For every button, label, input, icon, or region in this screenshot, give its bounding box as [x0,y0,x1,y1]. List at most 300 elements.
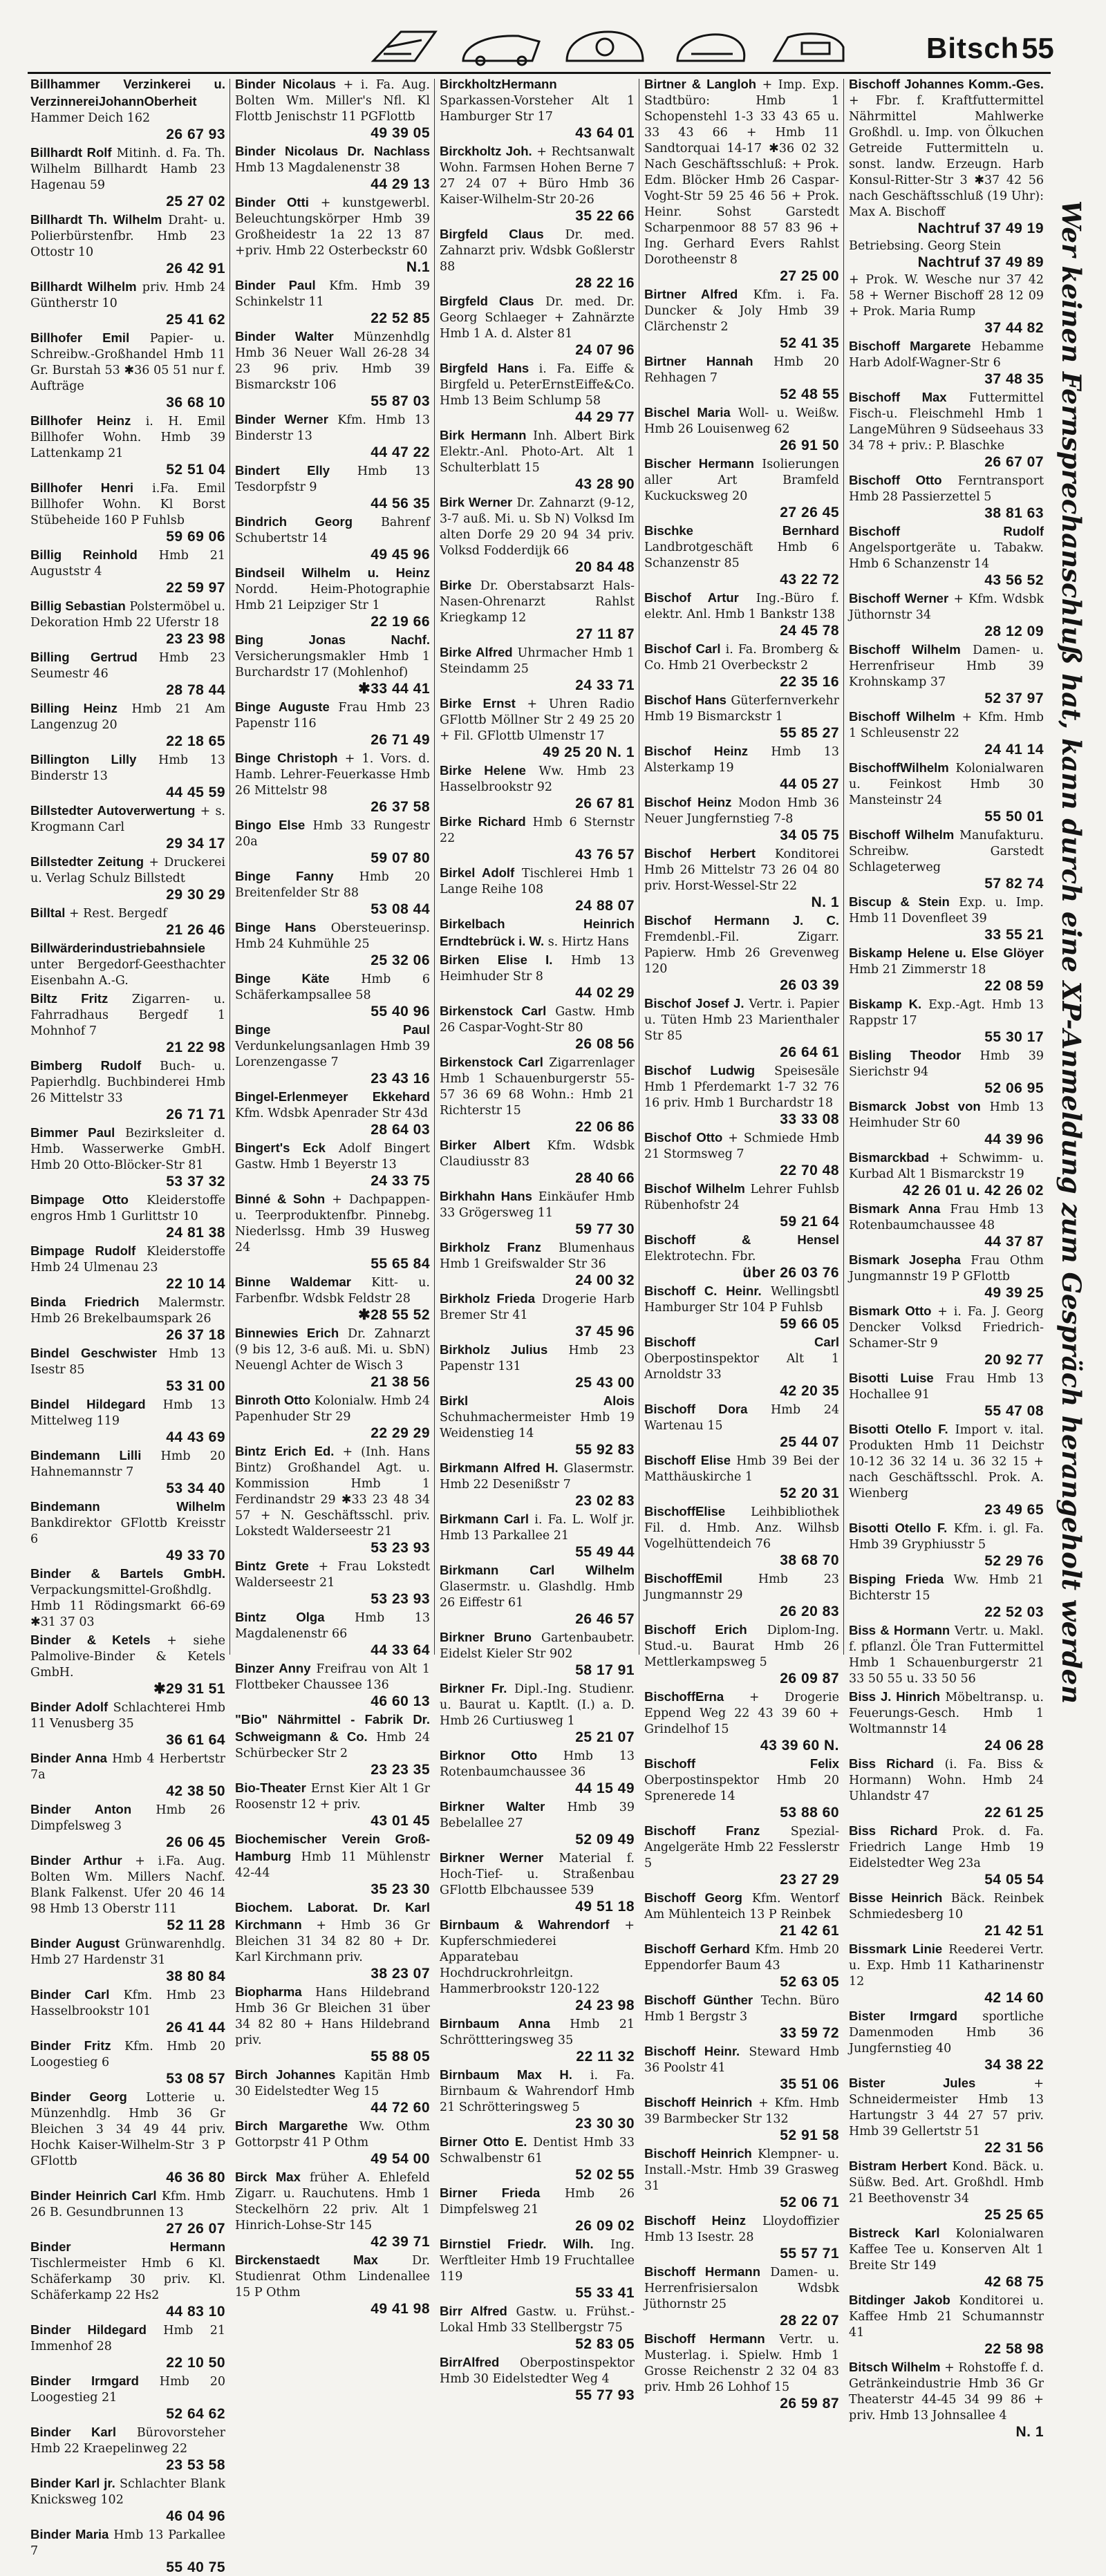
directory-entry [30,2188,225,2237]
entry-phone-number: 27 25 00 [780,268,839,284]
entry-phone-number: 52 83 05 [575,2336,635,2352]
entry-detail: Ing.-Büro f. elektr. Anl. Hmb 1 Bankstr 138 [644,592,839,621]
entry-detail: Uhrmacher Hmb 1 Steindamm 25 [440,646,635,676]
directory-entry [440,1393,635,1458]
entry-detail: Woll- u. Weißw. Hmb 26 Louisenweg 62 [644,406,839,436]
entry-detail: + 1. Vors. d. Hamb. Lehrer-Feuerkasse Hmb 26 Mittelstr 98 [235,752,430,798]
entry-detail: Ernst Kier Alt 1 Gr Roosenstr 12 + priv. [235,1782,430,1812]
entry-detail: Verdunkelungsanlagen Hmb 39 Lorenzengasse 7 [235,1040,430,1069]
directory-entry [30,330,225,411]
entry-phone-number: 22 11 32 [576,2049,635,2065]
entry-detail: Vertr. u. Musterlag. i. Spielw. Hmb 1 Grosse Reichenstr 2 32 04 83 priv. Hmb 26 Lohhof 15 [644,2333,839,2394]
entry-detail: Freifrau von Alt 1 Flottbeker Chaussee 136 [235,1662,430,1692]
entry-phone-number: 25 21 07 [575,1729,635,1745]
entry-detail: Lotterie u. Münzenhdlg. Hmb 36 Gr Bleichen 3 34 49 44 priv. Hochk Kaiser-Wilhelm-Str 3 P GFlottb [30,2091,225,2168]
entry-name: Binder Werner [235,412,328,426]
directory-entry [644,1401,839,1451]
directory-entry [30,1852,225,1934]
directory-entry [644,2331,839,2412]
entry-name: Bischoff Heinrich [644,2095,753,2109]
directory-entry [644,76,839,285]
entry-detail: Exp.-Agt. Hmb 13 Rappstr 17 [849,998,1044,1028]
directory-entry [235,1022,430,1087]
directory-entry [644,353,839,403]
entry-detail: (i. Fa. Biss & Hormann) Wohn. Hmb 24 Uhlandstr 47 [849,1758,1044,1803]
entry-phone-number: 21 38 56 [371,1374,430,1390]
entry-name: Binder Carl [30,1987,110,2002]
column-divider [843,79,844,1655]
entry-name: Birkner Bruno [440,1630,532,1644]
entry-detail: Kfm. Wentorf Am Mühlenteich 13 P Reinbek [644,1892,839,1921]
entry-phone-number: 23 49 65 [984,1502,1044,1518]
entry-phone-number: 22 35 16 [780,674,839,690]
directory-entry [235,817,430,867]
entry-phone-number: 35 22 66 [575,208,635,224]
entry-phone-number: 22 70 48 [780,1163,839,1178]
entry-detail: Dr. med. Zahnarzt priv. Wdsbk Goßlerstr 88 [440,228,635,274]
entry-phone-number: 52 06 95 [984,1080,1044,1096]
directory-entry [644,1756,839,1821]
entry-detail: Oberpostinspektor Hmb 20 Sprenerede 14 [644,1774,839,1803]
entry-name: Bischoff Felix [644,1756,839,1771]
entry-name: Binder & Bartels GmbH. [30,1566,225,1581]
entry-name: Bischoff Margarete [849,339,971,353]
entry-name: Binder Anna [30,1751,107,1765]
directory-entry [644,286,839,352]
entry-phone-number: 21 22 98 [166,1040,225,1055]
entry-detail: s. Hirtz Hans [547,935,629,949]
entry-detail: i. H. Emil Billhofer Wohn. Hmb 39 Lattenkamp 21 [30,415,225,460]
directory-entry [440,1562,635,1628]
entry-detail: Hmb 39 Bei der Matthäuskirche 1 [644,1454,839,1484]
directory-entry [644,455,839,521]
entry-phone-number: 53 08 57 [166,2071,225,2087]
directory-entry [30,211,225,277]
directory-entry [849,76,1044,237]
directory-entry [644,1689,839,1754]
directory-entry [30,1750,225,1800]
entry-phone-number: 24 00 32 [575,1272,635,1288]
entry-phone-number: 22 29 29 [371,1425,430,1441]
entry-detail: Hmb 6 Schäferkampsallee 58 [235,972,430,1002]
entry-phone-number: 28 22 16 [575,275,635,291]
entry-name: Bistreck Karl [849,2226,940,2240]
entry-phone-number: 25 41 62 [166,312,225,328]
entry-detail: Kfm. i. gl. Fa. Hmb 39 Gryphiusstr 5 [849,1522,1044,1552]
entry-name: Binder & Ketels [30,1633,151,1647]
entry-phone-number: ✱29 31 51 [153,1681,225,1697]
entry-detail: i. Fa. Eiffe & Birgfeld u. PeterErnstEiffe&Co. Hmb 13 Beim Schlump 58 [440,362,635,408]
entry-detail: Hmb 20 Rehhagen 7 [644,355,839,385]
entry-phone-number: N. 1 [811,894,839,910]
entry-phone-number: 53 37 32 [166,1174,225,1190]
entry-name: Birnbaum Anna [440,2016,550,2031]
entry-name: Bingel-Erlenmeyer Ekkehard [235,1089,430,1104]
entry-detail: + Hmb 36 Gr Bleichen 31 34 82 80 + Dr. Karl Kirchmann priv. [235,1919,430,1964]
entry-phone-number: 22 19 66 [371,614,430,630]
entry-name: Bimberg Rudolf [30,1058,142,1073]
directory-entry [849,1421,1044,1519]
entry-phone-number: 29 30 29 [166,887,225,903]
directory-entry [849,2292,1044,2358]
entry-name: Birnbaum Max H. [440,2067,572,2082]
entry-phone-number: 26 09 87 [780,1671,839,1686]
entry-name: Birgfeld Claus [440,227,544,241]
directory-entry [440,762,635,812]
entry-phone-number: 52 37 97 [984,690,1044,706]
entry-phone-number: 23 30 30 [575,2116,635,2132]
entry-name: Birch Johannes [235,2067,336,2082]
entry-detail: Dentist Hmb 33 Schwalbenstr 61 [440,2136,635,2165]
entry-phone-number: 49 45 96 [371,547,430,563]
entry-name: Bischoff Georg [644,1890,742,1905]
entry-phone-number: 34 38 22 [984,2057,1044,2073]
entry-name: Bischoff & Hensel [644,1232,839,1247]
entry-name: Billhammer Verzinkerei u. VerzinnereiJohannOberheit [30,77,225,109]
entry-detail: Polstermöbel u. Dekoration Hmb 22 Uferstr 18 [30,600,225,630]
entry-name: Binge Auguste [235,699,330,714]
directory-entry [30,1498,225,1564]
directory-entry [644,912,839,994]
entry-name: Billstedter Autoverwertung [30,803,196,818]
directory-entry [849,1890,1044,1939]
entry-name: Bischof Artur [644,590,739,605]
entry-detail: Bankdirektor GFlottb Kreisstr 6 [30,1516,225,1546]
directory-entry [849,2359,1044,2441]
entry-detail: + i. Fa. Aug. Bolten Wm. Miller's Nfl. Kl Flottb Jenischstr 11 PGFlottb [235,78,430,124]
directory-entry [30,1125,225,1190]
entry-name: Binge Christoph [235,751,338,765]
entry-detail: sportliche Damenmoden Hmb 36 Jungfernstieg 40 [849,2010,1044,2056]
entry-name: Bitsch Wilhelm [849,2360,941,2374]
entry-detail: Hmb 21 Schröttteringsweg 35 [440,2018,635,2047]
entry-phone-number: Nachtruf 37 49 19 [917,220,1044,236]
directory-entry [235,277,430,327]
entry-name: Binder Irmgard [30,2373,139,2388]
entry-name: "Bio" Nährmittel - Fabrik Dr. Schweigmann & Co. [235,1712,430,1744]
entry-name: Bischoff Heinz [644,2213,746,2228]
entry-phone-number: 22 31 56 [984,2140,1044,2156]
entry-detail: Frau Hmb 13 Rotenbaumchaussee 48 [849,1203,1044,1232]
directory-entry [30,940,225,989]
entry-name: Bindseil Wilhelm u. Heinz [235,565,430,580]
entry-name: Birke Ernst [440,696,516,711]
entry-detail: + Rechtsanwalt Wohn. Farmsen Hohen Berne 7 27 24 07 + Büro Hmb 36 Kaiser-Wilhelm-Str 20-26 [440,145,635,207]
entry-phone-number: 26 42 91 [166,261,225,276]
entry-name: Birtner Hannah [644,354,753,368]
entry-phone-number: 27 26 45 [780,505,839,520]
entry-detail: Dr. Studienrat Othm Lindenallee 15 P Othm [235,2254,430,2300]
directory-entry [849,1370,1044,1420]
directory-entry [235,2169,430,2250]
entry-phone-number: 55 92 83 [575,1442,635,1458]
directory-entry [849,1823,1044,1888]
entry-phone-number: 37 48 35 [984,371,1044,387]
entry-detail: + Kfm. Hmb 1 Schleusenstr 22 [849,711,1044,740]
entry-detail: Kitt- u. Farbenfbr. Wdsbk Feldstr 28 [235,1276,430,1306]
entry-detail: Möbeltransp. u. Feuerungs-Gesch. Hmb 1 Woltmannstr 14 [849,1691,1044,1736]
entry-phone-number: 38 81 63 [984,505,1044,521]
entry-name: Biopharma [235,1984,302,1999]
directory-entry [30,279,225,328]
directory-entry [30,2239,225,2320]
entry-phone-number: 53 08 44 [371,901,430,917]
entry-name: Bischoff Erich [644,1622,747,1637]
entry-name: Bischof Heinz [644,744,749,758]
directory-entry [440,1798,635,1848]
entry-phone-number: 29 34 17 [166,836,225,852]
entry-phone-number: 22 58 98 [984,2341,1044,2357]
entry-name: Bindert Elly [235,463,330,478]
directory-entry [235,632,430,697]
entry-phone-number: 42 20 35 [780,1383,839,1399]
entry-phone-number: 27 11 87 [576,626,635,642]
entry-phone-number: 52 63 05 [780,1974,839,1990]
entry-detail: Hans Hildebrand Hmb 36 Gr Bleichen 31 über 34 82 80 + Hans Hildebrand priv. [235,1986,430,2047]
entry-detail: + s. Krogmann Carl [30,805,225,834]
directory-entry [644,641,839,690]
entry-name: Biss Richard [849,1756,935,1771]
entry-name: Bischof Herbert [644,846,756,861]
entry-phone-number: 22 59 97 [166,580,225,596]
entry-detail: Hmb 13 Isestr 85 [30,1347,225,1377]
entry-detail: + i.Fa. Aug. Bolten Wm. Millers Nachf. Blank Falkenst. Ufer 20 46 14 98 Hmb 13 Oberstr 111 [30,1854,225,1916]
entry-name: Birner Otto E. [440,2134,527,2149]
entry-name: Bisse Heinrich [849,1890,943,1905]
entry-name: Bing Jonas Nachf. [235,632,430,647]
entry-name: Bischoff Wilhelm [849,827,955,842]
entry-detail: Isolierungen aller Art Bramfeld Kuckucksweg 20 [644,458,839,503]
entry-detail: + Kfm. Wdsbk Jüthornstr 34 [849,592,1044,622]
directory-entry [440,1290,635,1340]
entry-phone-number: 55 40 75 [166,2559,225,2575]
directory-entry [30,1243,225,1292]
directory-entry [440,2236,635,2302]
directory-entry [849,945,1044,995]
entry-name: Birkner Fr. [440,1681,507,1695]
entry-detail: Hmb 26 Dimpfelsweg 21 [440,2187,635,2217]
entry-phone-number: 46 36 80 [166,2170,225,2185]
entry-name: Bindemann Wilhelm [30,1499,225,1514]
entry-detail: Reederei Vertr. u. Exp. Hmb 11 Katharinenstr 12 [849,1943,1044,1989]
entry-phone-number: 52 29 76 [984,1553,1044,1569]
directory-entry [30,2089,225,2186]
entry-phone-number: 42 39 71 [371,2234,430,2250]
entry-phone-number: 55 30 17 [984,1029,1044,1045]
directory-entry [235,1609,430,1659]
entry-name: Bimpage Rudolf [30,1243,136,1258]
entry-detail: Glasermstr. u. Glashdlg. Hmb 26 Eiffestr 61 [440,1580,635,1610]
directory-entry [644,1570,839,1620]
directory-entry [440,427,635,493]
entry-name: Billhardt Rolf [30,145,112,160]
directory-entry [30,751,225,801]
entry-phone-number: 22 10 50 [166,2355,225,2371]
entry-phone-number: 22 52 85 [371,310,430,326]
entry-name: Bistram Herbert [849,2159,947,2173]
entry-phone-number: 23 02 83 [575,1493,635,1509]
directory-entry [440,1137,635,1187]
entry-name: Bischof Hermann J. C. [644,913,839,928]
entry-phone-number: 44 39 96 [984,1131,1044,1147]
entry-name: Binné & Sohn [235,1192,326,1206]
directory-entry [644,2043,839,2093]
directory-entry [644,404,839,454]
entry-phone-number: 23 23 98 [166,631,225,647]
directory-entry [30,2373,225,2423]
entry-name: Binder Karl jr. [30,2476,115,2490]
entry-detail: Hammer Deich 162 [30,111,151,125]
entry-name: Binder Nicolaus Dr. Nachlass [235,144,430,158]
entry-name: Birk Werner [440,495,513,509]
entry-name: Billington Lilly [30,752,137,767]
directory-entry [849,2075,1044,2156]
directory-entry [30,1986,225,2036]
entry-name: Biskamp K. [849,997,922,1011]
entry-detail: Hmb 39 Bebelallee 27 [440,1801,635,1830]
directory-entry [235,1660,430,1710]
entry-detail: Obersteuerinsp. Hmb 24 Kuhmühle 25 [235,921,430,951]
entry-phone-number: 26 64 61 [780,1044,839,1060]
entry-phone-number: 55 49 44 [575,1544,635,1560]
entry-detail: Gastw. u. Frühst.-Lokal Hmb 33 Stellbergstr 75 [440,2305,635,2335]
directory-column-2 [235,76,431,2317]
entry-detail: Hmb 13 Magdalenenstr 66 [235,1611,430,1641]
entry-detail: Dr. Zahnarzt (9 bis 12, 3-6 auß. Mi. u. SbN) Neuengl Achter de Wisch 3 [235,1327,430,1373]
entry-phone-number: 24 33 71 [575,677,635,693]
entry-name: Birkholz Franz [440,1240,541,1254]
directory-entry [440,1850,635,1915]
directory-entry [440,1188,635,1238]
entry-detail: Dr. med. Dr. Georg Schlaeger + Zahnärzte Hmb 1 A. d. Alster 81 [440,295,635,341]
entry-name: Billhardt Th. Wilhelm [30,212,162,227]
entry-name: Billig Reinhold [30,547,138,562]
entry-name: Birkel Adolf [440,865,515,880]
entry-phone-number: 55 50 01 [984,809,1044,825]
entry-name: Biochemischer Verein Groß-Hamburg [235,1832,430,1863]
entry-detail: Hmb 39 Sierichstr 94 [849,1049,1044,1079]
directory-entry [849,1098,1044,1148]
entry-phone-number: 28 78 44 [166,682,225,698]
entry-phone-number: 33 33 08 [780,1111,839,1127]
directory-entry [440,952,635,1002]
entry-phone-number: 52 11 28 [167,1917,225,1933]
directory-entry [235,1140,430,1190]
directory-entry [849,894,1044,943]
entry-detail: Speisesäle Hmb 1 Pferdemarkt 1-7 32 76 16 priv. Hmb 1 Burchardstr 18 [644,1064,839,1110]
entry-detail: Sparkassen-Vorsteher Alt 1 Hamburger Str 17 [440,94,635,124]
entry-name: Bischoff Werner [849,591,949,605]
entry-name: Biss Richard [849,1823,938,1838]
entry-phone-number: 24 88 07 [575,898,635,914]
entry-detail: Kolonialw. Hmb 24 Papenhuder Str 29 [235,1394,430,1424]
entry-phone-number: 28 12 09 [984,623,1044,639]
entry-name: Bischof Josef J. [644,996,744,1010]
entry-detail: Hmb 11 Mühlenstr 42-44 [235,1850,430,1880]
directory-entry [644,523,839,588]
directory-entry [849,2158,1044,2224]
directory-entry [849,1571,1044,1621]
entry-name: Bischoff Dora [644,1402,748,1416]
entry-detail: Gartenbaubetr. Eidelst Kieler Str 902 [440,1631,635,1661]
directory-entry [30,480,225,545]
entry-name: Binge Paul [235,1022,430,1037]
entry-name: Birckholtz Joh. [440,144,532,158]
entry-detail: Vertr. u. Makl. f. pflanzl. Öle Tran Futtermittel Hmb 1 Schauenburgerstr 21 33 50 55 u. 33 50 56 [849,1624,1044,1686]
entry-phone-number: 55 47 08 [984,1403,1044,1419]
entry-name: Birke Alfred [440,645,513,659]
entry-phone-number: 52 64 62 [166,2406,225,2422]
entry-phone-number: ✱33 44 41 [358,681,430,697]
entry-name: Birkmann Carl Wilhelm [440,1563,635,1577]
entry-name: Birkmann Carl [440,1512,529,1526]
directory-column-4 [644,76,840,2412]
directory-entry [30,547,225,596]
entry-name: Bischer Hermann [644,456,754,471]
entry-detail: Hmb 26 Dimpfelsweg 3 [30,1803,225,1833]
directory-entry [235,750,430,816]
directory-entry [849,1941,1044,2006]
entry-phone-number: 38 68 70 [780,1552,839,1568]
entry-phone-number: 33 59 72 [780,2025,839,2041]
directory-entry [235,1089,430,1138]
entry-name: BischoffElise [644,1504,726,1519]
entry-phone-number: 26 06 45 [166,1834,225,1850]
directory-entry [644,2145,839,2211]
directory-entry [30,1699,225,1749]
entry-name: Bingert's Eck [235,1140,326,1155]
entry-detail: Kfm. Wdsbk Apenrader Str 43d [235,1107,428,1120]
directory-column-5 [849,76,1044,2440]
directory-entry [644,995,839,1061]
entry-detail: Schlachterei Hmb 11 Venusberg 35 [30,1701,225,1731]
entry-name: Binder Walter [235,329,334,344]
entry-name: Birke [440,578,472,592]
entry-name: Biochem. Laborat. Dr. Karl Kirchmann [235,1900,430,1932]
entry-detail: Kfm. Wdsbk Claudiusstr 83 [440,1139,635,1169]
entry-phone-number: 24 81 38 [166,1225,225,1241]
entry-phone-number: 43 22 72 [780,572,839,587]
entry-detail: Frau Othm Jungmannstr 19 P GFlottb [849,1254,1044,1284]
entry-detail: Bürovorsteher Hmb 22 Kraepelinweg 22 [30,2426,225,2456]
directory-entry [644,692,839,742]
entry-phone-number: ✱28 55 52 [358,1307,430,1323]
entry-phone-number: 49 39 25 [984,1285,1044,1301]
entry-name: Bingo Else [235,818,306,832]
entry-detail: i. Fa. Bromberg & Co. Hmb 21 Overbeckstr 2 [644,643,840,673]
entry-detail: Konditorei Hmb 26 Mittelstr 73 26 04 80 priv. Horst-Wessel-Str 22 [644,847,839,893]
directory-entry [644,1062,839,1128]
entry-name: Birch Margarethe [235,2118,348,2133]
entry-phone-number: 52 91 58 [780,2127,839,2143]
entry-phone-number: 58 17 91 [575,1662,635,1678]
directory-entry [235,1899,430,1982]
entry-name: Bischoff Otto [849,473,942,487]
entry-detail: Diplom-Ing. Stud.-u. Baurat Hmb 26 Mettlerkampsweg 5 [644,1624,839,1669]
column-divider [229,79,230,1655]
entry-detail: Schlachter Blank Knicksweg 102 [30,2477,225,2507]
entry-name: Bismark Otto [849,1304,932,1318]
entry-detail: Lloydoffizier Hmb 13 Isestr. 28 [644,2215,839,2244]
entry-phone-number: 55 33 41 [575,2285,635,2301]
entry-phone-number: 52 48 55 [780,386,839,402]
directory-entry [440,76,635,142]
entry-phone-number: 24 06 28 [984,1738,1044,1754]
entry-name: Birkmann Alfred H. [440,1460,559,1475]
entry-detail: Hmb 13 Alsterkamp 19 [644,745,839,775]
entry-detail: Kond. Bäck. u. Süßw. Bed. Art. Großhdl. Hmb 21 Beethovenstr 34 [849,2160,1044,2206]
entry-detail: Hmb 21 Am Langenzug 20 [30,702,225,732]
